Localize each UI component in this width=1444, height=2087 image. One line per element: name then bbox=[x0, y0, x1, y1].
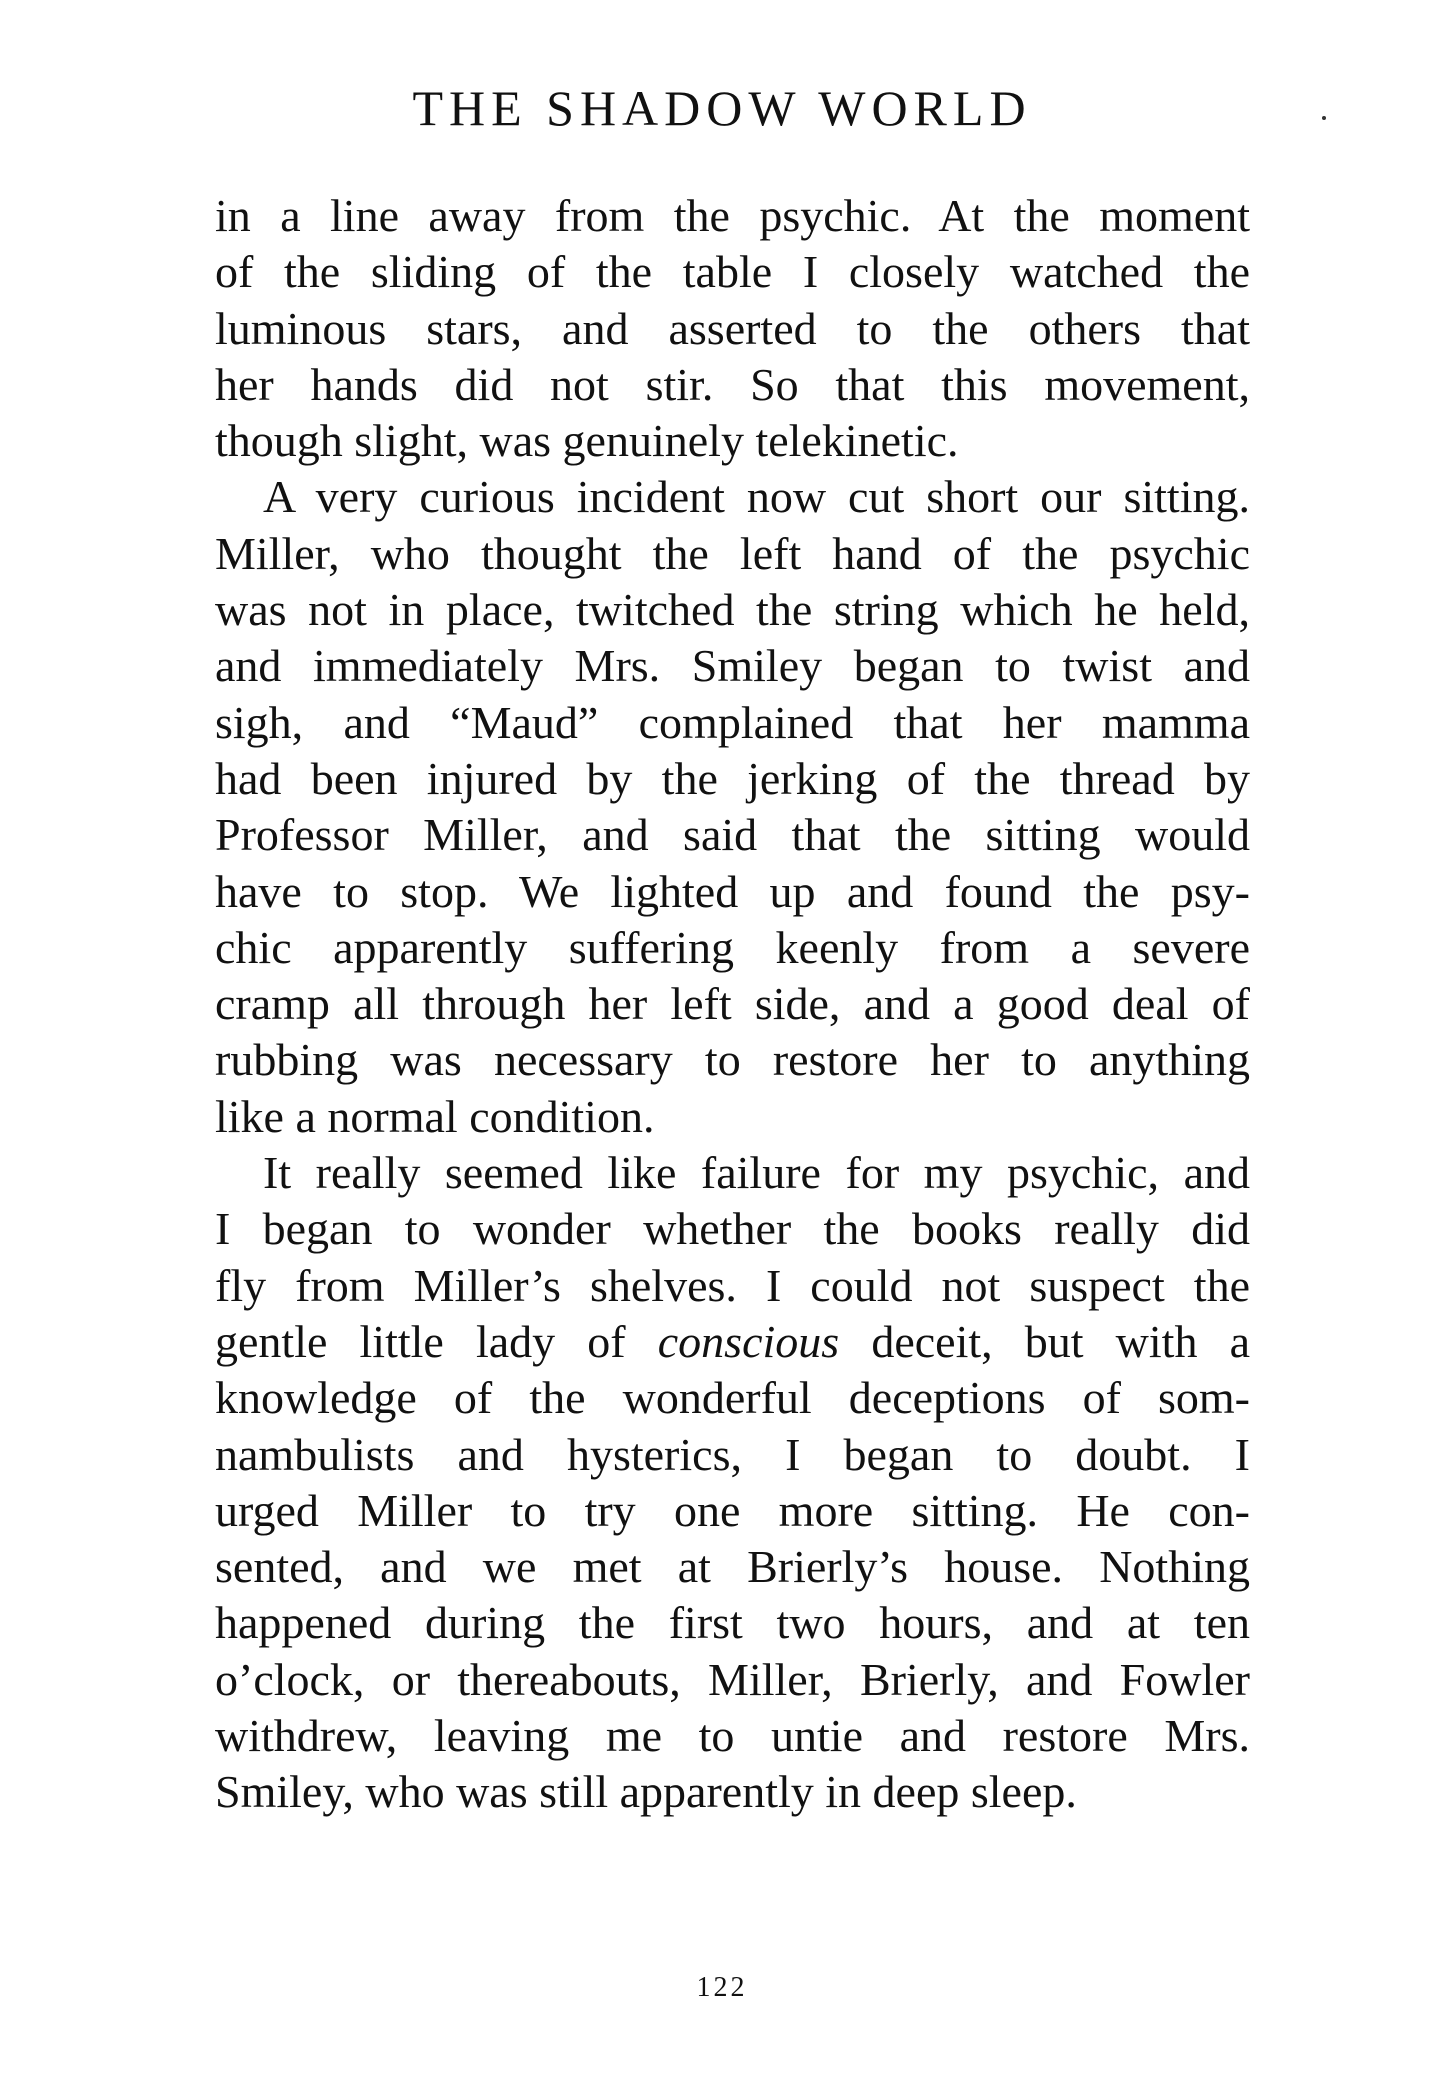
text-line: It really seemed like failure for my psychic, and bbox=[263, 1147, 1250, 1199]
text-line: had been injured by the jerking of the thread by bbox=[215, 752, 1250, 804]
text-line: of the sliding of the table I closely watched the bbox=[215, 246, 1250, 298]
text-line: Miller, who thought the left hand of the psychic bbox=[215, 527, 1250, 579]
text-line: Smiley, who was still apparently in deep sleep. bbox=[215, 1766, 1077, 1818]
print-speck bbox=[1322, 116, 1326, 120]
text-line: have to stop. We lighted up and found the psy- bbox=[215, 865, 1250, 917]
italic-word: conscious bbox=[657, 1315, 840, 1367]
text-line: happened during the first two hours, and at ten bbox=[215, 1597, 1250, 1649]
text-segment: deceit, but with a bbox=[839, 1315, 1250, 1367]
text-line: like a normal condition. bbox=[215, 1090, 655, 1142]
text-line: her hands did not stir. So that this movement, bbox=[215, 358, 1250, 410]
text-line: and immediately Mrs. Smiley began to twist and bbox=[215, 640, 1250, 692]
text-line: chic apparently suffering keenly from a severe bbox=[215, 921, 1250, 973]
text-line: rubbing was necessary to restore her to anything bbox=[215, 1034, 1250, 1086]
text-line: urged Miller to try one more sitting. He con- bbox=[215, 1484, 1250, 1536]
text-line: luminous stars, and asserted to the others that bbox=[215, 302, 1250, 354]
text-segment: gentle little lady of bbox=[215, 1315, 658, 1367]
text-line: sented, and we met at Brierly’s house. Nothing bbox=[215, 1541, 1250, 1593]
text-line: though slight, was genuinely telekinetic. bbox=[215, 415, 959, 467]
text-line: knowledge of the wonderful deceptions of som- bbox=[215, 1372, 1250, 1424]
page-number: 122 bbox=[696, 1972, 748, 2003]
text-line bbox=[215, 1314, 1250, 1370]
text-line: Professor Miller, and said that the sitting would bbox=[215, 809, 1250, 861]
body-text bbox=[215, 188, 1250, 1821]
text-line: fly from Miller’s shelves. I could not suspect the bbox=[215, 1259, 1250, 1311]
text-line: sigh, and “Maud” complained that her mamma bbox=[215, 696, 1250, 748]
text-line: in a line away from the psychic. At the moment bbox=[215, 190, 1250, 241]
text-line: withdrew, leaving me to untie and restore Mrs. bbox=[215, 1710, 1250, 1762]
text-line: I began to wonder whether the books really did bbox=[215, 1203, 1250, 1255]
text-line: nambulists and hysterics, I began to doubt. I bbox=[215, 1428, 1250, 1480]
text-line: A very curious incident now cut short our sitting. bbox=[263, 471, 1250, 523]
running-head-title: THE SHADOW WORLD bbox=[412, 80, 1032, 136]
text-line: o’clock, or thereabouts, Miller, Brierly, and Fowler bbox=[215, 1653, 1250, 1705]
text-line: cramp all through her left side, and a good deal of bbox=[215, 978, 1250, 1030]
text-line: was not in place, twitched the string which he held, bbox=[215, 584, 1250, 636]
